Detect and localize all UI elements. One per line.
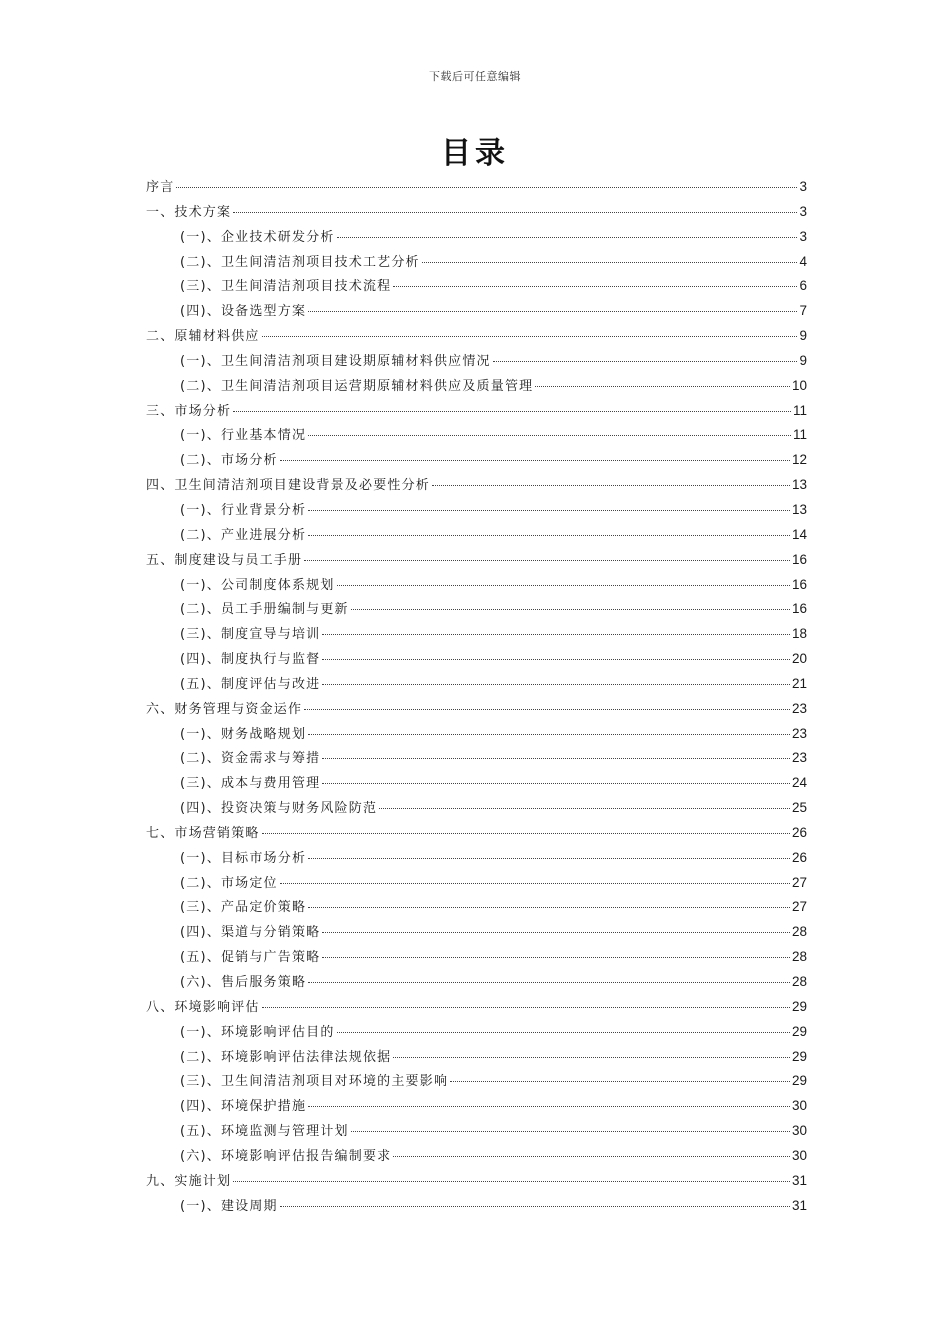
header-note: 下载后可任意编辑 xyxy=(429,70,521,83)
toc-section-entry[interactable] xyxy=(146,549,807,574)
toc-page-number: 30 xyxy=(791,1098,807,1114)
toc-subsection-entry[interactable] xyxy=(146,1195,807,1220)
toc-subsection-entry[interactable] xyxy=(146,375,807,400)
toc-section-entry[interactable] xyxy=(146,996,807,1021)
toc-dot-leader xyxy=(432,485,790,486)
toc-page-number: 12 xyxy=(791,452,807,468)
toc-dot-leader xyxy=(393,286,797,287)
toc-subsection-entry[interactable] xyxy=(146,524,807,549)
toc-dot-leader xyxy=(308,535,790,536)
toc-dot-leader xyxy=(308,858,790,859)
toc-entry-label: (六)、售后服务策略 xyxy=(180,975,307,990)
toc-page-number: 11 xyxy=(792,402,807,418)
toc-page-number: 29 xyxy=(791,1023,807,1039)
toc-entry-label: 一、技术方案 xyxy=(146,204,232,220)
toc-dot-leader xyxy=(308,734,790,735)
toc-page-number: 13 xyxy=(791,477,807,493)
toc-entry-label: (五)、环境监测与管理计划 xyxy=(180,1124,349,1140)
toc-page-number: 9 xyxy=(799,352,807,368)
toc-page-number: 28 xyxy=(791,949,807,965)
toc-entry-label: 八、环境影响评估 xyxy=(146,999,260,1015)
toc-dot-leader xyxy=(322,659,790,660)
toc-page-number: 29 xyxy=(791,998,807,1014)
toc-entry-label: (二)、环境影响评估法律法规依据 xyxy=(180,1049,392,1065)
toc-dot-leader xyxy=(422,262,798,263)
toc-dot-leader xyxy=(337,237,798,238)
toc-entry-label: (二)、资金需求与筹措 xyxy=(180,751,321,767)
toc-entry-label: (三)、产品定价策略 xyxy=(180,900,307,916)
toc-page-number: 7 xyxy=(799,303,807,319)
toc-entry-label: 九、实施计划 xyxy=(146,1173,232,1189)
toc-page-number: 31 xyxy=(791,1197,807,1213)
toc-page-number: 29 xyxy=(791,1073,807,1089)
toc-entry-label: (一)、环境影响评估目的 xyxy=(180,1024,335,1040)
toc-dot-leader xyxy=(233,212,797,213)
toc-page-number: 13 xyxy=(791,501,807,517)
toc-subsection-entry[interactable] xyxy=(146,1095,807,1120)
toc-subsection-entry[interactable] xyxy=(146,723,807,748)
toc-subsection-entry[interactable] xyxy=(146,1021,807,1046)
toc-page-number: 16 xyxy=(791,551,807,567)
toc-entry-label: 六、财务管理与资金运作 xyxy=(146,701,303,717)
toc-dot-leader xyxy=(308,435,791,436)
toc-subsection-entry[interactable] xyxy=(146,275,807,300)
toc-entry-label: (一)、公司制度体系规划 xyxy=(180,577,335,593)
toc-page-number: 30 xyxy=(791,1123,807,1139)
toc-subsection-entry[interactable] xyxy=(146,772,807,797)
toc-dot-leader xyxy=(280,460,790,461)
toc-page-number: 23 xyxy=(791,700,807,716)
toc-section-entry[interactable] xyxy=(146,822,807,847)
toc-entry-label: (二)、员工手册编制与更新 xyxy=(180,602,349,618)
toc-subsection-entry[interactable] xyxy=(146,847,807,872)
toc-dot-leader xyxy=(379,808,790,809)
toc-entry-label: (四)、环境保护措施 xyxy=(180,1099,307,1115)
toc-page-number: 3 xyxy=(799,228,807,244)
toc-dot-leader xyxy=(308,510,790,511)
toc-page-number: 23 xyxy=(791,725,807,741)
toc-subsection-entry[interactable] xyxy=(146,971,807,996)
toc-entry-label: (一)、行业基本情况 xyxy=(180,428,307,444)
toc-dot-leader xyxy=(351,609,790,610)
toc-page-number: 4 xyxy=(799,253,807,269)
toc-entry-label: (一)、企业技术研发分析 xyxy=(180,229,335,245)
toc-subsection-entry[interactable] xyxy=(146,747,807,772)
toc-subsection-entry[interactable] xyxy=(146,251,807,276)
toc-subsection-entry[interactable] xyxy=(146,872,807,897)
toc-page-number: 27 xyxy=(791,899,807,915)
toc-page-number: 24 xyxy=(791,775,807,791)
toc-page-number: 31 xyxy=(791,1172,807,1188)
toc-subsection-entry[interactable] xyxy=(146,921,807,946)
toc-entry-label: 三、市场分析 xyxy=(146,403,232,419)
toc-entry-label: (五)、制度评估与改进 xyxy=(180,676,321,692)
toc-entry-label: (二)、产业进展分析 xyxy=(180,527,307,543)
page-title: 目录 xyxy=(441,136,509,171)
toc-subsection-entry[interactable] xyxy=(146,350,807,375)
toc-subsection-entry[interactable] xyxy=(146,673,807,698)
toc-entry-label: 四、卫生间清洁剂项目建设背景及必要性分析 xyxy=(146,478,431,494)
toc-page-number: 6 xyxy=(799,278,807,294)
toc-section-entry[interactable] xyxy=(146,325,807,350)
toc-dot-leader xyxy=(322,758,790,759)
toc-subsection-entry[interactable] xyxy=(146,598,807,623)
toc-dot-leader xyxy=(308,311,797,312)
toc-dot-leader xyxy=(535,386,790,387)
toc-entry-label: 五、制度建设与员工手册 xyxy=(146,552,303,568)
toc-dot-leader xyxy=(322,634,790,635)
toc-subsection-entry[interactable] xyxy=(146,300,807,325)
toc-dot-leader xyxy=(233,1181,790,1182)
toc-page-number: 3 xyxy=(799,179,807,194)
toc-dot-leader xyxy=(393,1156,790,1157)
toc-dot-leader xyxy=(322,957,790,958)
toc-dot-leader xyxy=(337,585,790,586)
toc-entry-label: (一)、建设周期 xyxy=(180,1198,278,1214)
toc-entry-label: (四)、投资决策与财务风险防范 xyxy=(180,801,378,817)
toc-section-entry[interactable] xyxy=(146,1170,807,1195)
toc-subsection-entry[interactable] xyxy=(146,946,807,971)
toc-dot-leader xyxy=(280,1206,790,1207)
toc-entry-label: (一)、财务战略规划 xyxy=(180,726,307,742)
toc-subsection-entry[interactable] xyxy=(146,623,807,648)
toc-dot-leader xyxy=(337,1032,790,1033)
toc-dot-leader xyxy=(233,411,791,412)
toc-subsection-entry[interactable] xyxy=(146,574,807,599)
toc-page-number: 18 xyxy=(791,626,807,642)
toc-page-number: 14 xyxy=(791,526,807,542)
toc-page-number: 16 xyxy=(791,601,807,617)
toc-entry-label: 二、原辅材料供应 xyxy=(146,329,260,345)
toc-page-number: 28 xyxy=(791,924,807,940)
toc-entry-label: (四)、渠道与分销策略 xyxy=(180,925,321,941)
toc-dot-leader xyxy=(304,560,790,561)
toc-page-number: 3 xyxy=(799,203,807,219)
toc-dot-leader xyxy=(322,684,790,685)
toc-dot-leader xyxy=(280,883,790,884)
toc-dot-leader xyxy=(322,932,790,933)
toc-entry-label: (五)、促销与广告策略 xyxy=(180,950,321,966)
toc-dot-leader xyxy=(262,833,790,834)
toc-dot-leader xyxy=(304,709,790,710)
toc-entry-label: 七、市场营销策略 xyxy=(146,825,260,841)
toc-page-number: 20 xyxy=(791,651,807,667)
toc-entry-label: (三)、卫生间清洁剂项目对环境的主要影响 xyxy=(180,1074,449,1090)
toc-page-number: 9 xyxy=(799,328,807,344)
toc-page-number: 28 xyxy=(791,974,807,989)
toc-dot-leader xyxy=(262,336,798,337)
toc-section-entry[interactable] xyxy=(146,698,807,723)
toc-dot-leader xyxy=(308,1106,790,1107)
toc-dot-leader xyxy=(393,1057,790,1058)
toc-page-number: 26 xyxy=(791,849,807,865)
toc-dot-leader xyxy=(308,907,790,908)
table-of-contents xyxy=(146,176,807,1219)
toc-dot-leader xyxy=(322,783,790,784)
toc-page-number: 10 xyxy=(791,377,807,393)
toc-page-number: 30 xyxy=(791,1147,807,1163)
toc-entry-label: (二)、市场分析 xyxy=(180,453,278,469)
toc-page-number: 25 xyxy=(791,800,807,816)
toc-section-entry[interactable] xyxy=(146,176,807,201)
toc-subsection-entry[interactable] xyxy=(146,648,807,673)
toc-subsection-entry[interactable] xyxy=(146,1120,807,1145)
toc-dot-leader xyxy=(351,1131,790,1132)
toc-page-number: 21 xyxy=(791,675,807,691)
toc-subsection-entry[interactable] xyxy=(146,424,807,449)
toc-subsection-entry[interactable] xyxy=(146,449,807,474)
toc-entry-label: (一)、卫生间清洁剂项目建设期原辅材料供应情况 xyxy=(180,353,491,369)
toc-subsection-entry[interactable] xyxy=(146,1145,807,1170)
toc-subsection-entry[interactable] xyxy=(146,896,807,921)
toc-subsection-entry[interactable] xyxy=(146,499,807,524)
toc-entry-label: (四)、设备选型方案 xyxy=(180,304,307,320)
toc-entry-label: (一)、行业背景分析 xyxy=(180,502,307,518)
toc-subsection-entry[interactable] xyxy=(146,1046,807,1071)
toc-section-entry[interactable] xyxy=(146,474,807,499)
toc-page-number: 23 xyxy=(791,750,807,766)
toc-dot-leader xyxy=(450,1081,790,1082)
toc-entry-label: 序言 xyxy=(146,180,175,195)
toc-entry-label: (一)、目标市场分析 xyxy=(180,850,307,866)
toc-page-number: 16 xyxy=(791,576,807,592)
toc-dot-leader xyxy=(493,361,798,362)
toc-page-number: 29 xyxy=(791,1048,807,1064)
toc-section-entry[interactable] xyxy=(146,201,807,226)
toc-entry-label: (二)、市场定位 xyxy=(180,875,278,891)
toc-entry-label: (二)、卫生间清洁剂项目技术工艺分析 xyxy=(180,254,420,270)
toc-entry-label: (四)、制度执行与监督 xyxy=(180,652,321,668)
toc-section-entry[interactable] xyxy=(146,400,807,425)
toc-dot-leader xyxy=(262,1007,790,1008)
toc-entry-label: (三)、卫生间清洁剂项目技术流程 xyxy=(180,279,392,295)
toc-page-number: 11 xyxy=(792,427,807,443)
toc-entry-label: (三)、制度宣导与培训 xyxy=(180,627,321,643)
toc-dot-leader xyxy=(308,982,790,983)
toc-entry-label: (六)、环境影响评估报告编制要求 xyxy=(180,1148,392,1164)
toc-subsection-entry[interactable] xyxy=(146,797,807,822)
toc-subsection-entry[interactable] xyxy=(146,226,807,251)
toc-page-number: 26 xyxy=(791,824,807,840)
toc-entry-label: (二)、卫生间清洁剂项目运营期原辅材料供应及质量管理 xyxy=(180,378,534,394)
toc-page-number: 27 xyxy=(791,874,807,890)
toc-subsection-entry[interactable] xyxy=(146,1070,807,1095)
toc-entry-label: (三)、成本与费用管理 xyxy=(180,776,321,792)
toc-dot-leader xyxy=(176,187,797,188)
